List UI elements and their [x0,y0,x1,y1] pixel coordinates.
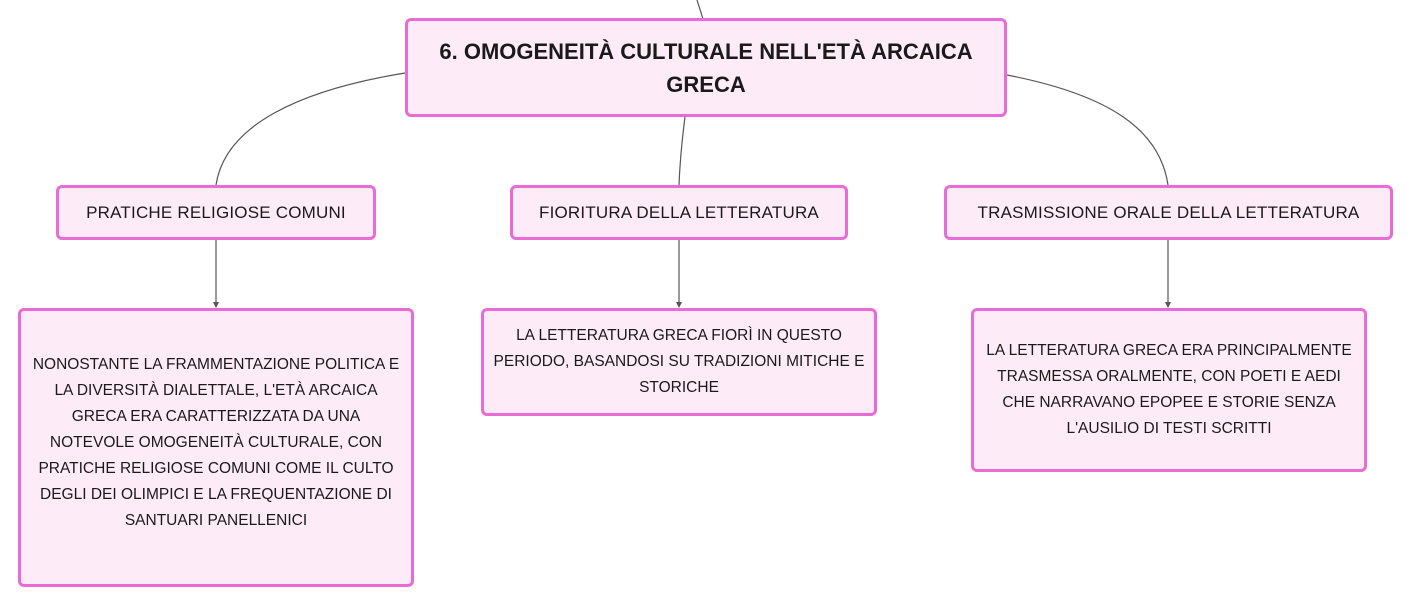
root-topic-node[interactable] [405,18,1007,117]
branch-label: TRASMISSIONE ORALE DELLA LETTERATURA [977,202,1360,222]
detail-text: LA LETTERATURA GRECA ERA PRINCIPALMENTE TRASMESSA ORALMENTE, CON POETI E AEDI CHE NARRAVANO EPOPEE E STORIE SENZA L'AUSILIO DI TESTI SCRITTI [986,342,1352,437]
incoming-connector [697,0,703,19]
branch-label: FIORITURA DELLA LETTERATURA [539,202,819,222]
detail-node-trasmissione-orale[interactable] [971,308,1367,472]
branch-node-pratiche-religiose[interactable] [56,185,376,240]
branch-label: PRATICHE RELIGIOSE COMUNI [86,202,346,222]
detail-node-fioritura-letteratura[interactable] [481,308,877,416]
connector-root-to-branch-3 [1007,75,1168,185]
connector-root-to-branch-2 [679,117,685,185]
branch-node-fioritura-letteratura[interactable] [510,185,848,240]
branch-node-trasmissione-orale[interactable] [944,185,1393,240]
detail-text: LA LETTERATURA GRECA FIORÌ IN QUESTO PERIODO, BASANDOSI SU TRADIZIONI MITICHE E STORICHE [493,327,865,396]
root-topic-title: 6. OMOGENEITÀ CULTURALE NELL'ETÀ ARCAICA GRECA [439,38,973,97]
detail-node-pratiche-religiose[interactable] [18,308,414,587]
connector-root-to-branch-1 [216,73,405,185]
detail-text: NONOSTANTE LA FRAMMENTAZIONE POLITICA E LA DIVERSITÀ DIALETTALE, L'ETÀ ARCAICA GRECA ERA CARATTERIZZATA DA UNA NOTEVOLE OMOGENEITÀ CULTURALE, CON PRATICHE RELIGIOSE COMUNI COME IL CULTO DEGLI DEI OLIMPICI E LA FREQUENTAZIONE DI SANTUARI PANELLENICI [32,355,400,529]
